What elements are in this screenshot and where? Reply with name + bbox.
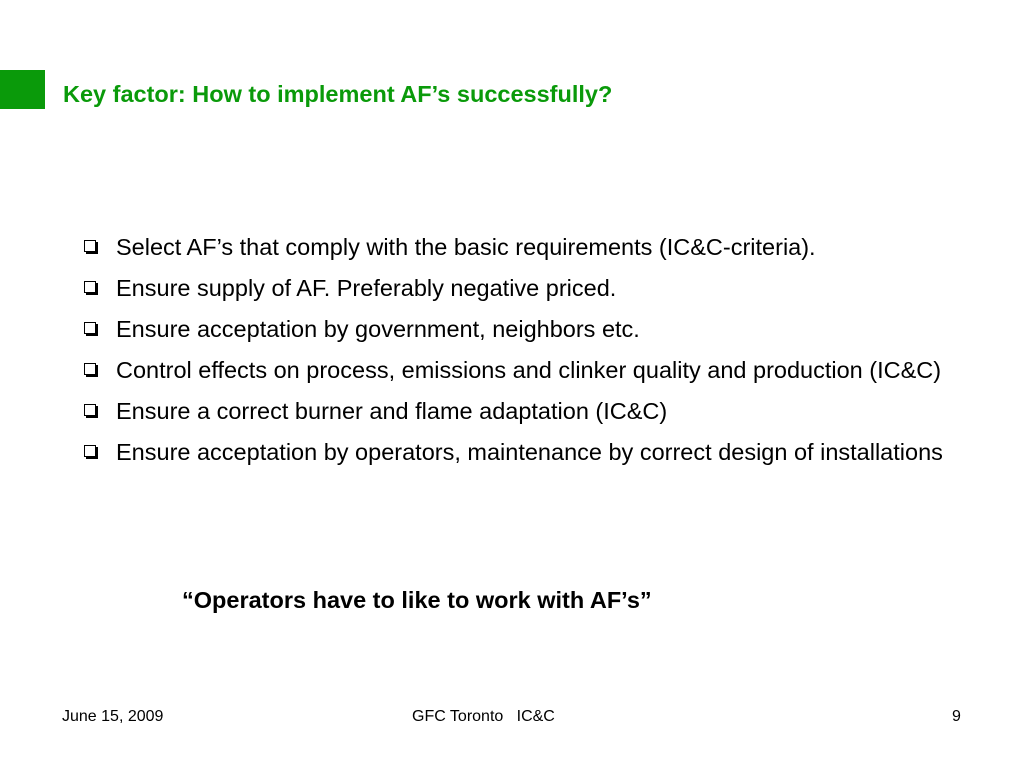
bullet-text: Ensure supply of AF. Preferably negative priced. (116, 275, 617, 301)
bullet-text: Control effects on process, emissions and clinker quality and production (IC&C) (116, 357, 942, 383)
bullet-text: Ensure a correct burner and flame adaptation (IC&C) (116, 398, 668, 424)
list-item (82, 312, 982, 346)
footer-center-text: GFC Toronto IC&C (412, 708, 555, 725)
checkbox-square-icon (84, 445, 96, 457)
checkbox-square-icon (84, 281, 96, 293)
checkbox-square-icon (84, 363, 96, 375)
bullet-text: Ensure acceptation by operators, maintenance by correct design of installations (116, 439, 943, 465)
slide-title: Key factor: How to implement AF’s successfully? (63, 81, 613, 107)
list-item (82, 394, 982, 428)
list-item (82, 435, 982, 469)
checkbox-square-icon (84, 240, 96, 252)
checkbox-square-icon (84, 404, 96, 416)
page-number: 9 (952, 708, 961, 725)
bullet-text: Select AF’s that comply with the basic requirements (IC&C-criteria). (116, 234, 816, 260)
title-accent-block (0, 70, 45, 109)
list-item (82, 271, 982, 305)
slide-quote: “Operators have to like to work with AF’s” (182, 587, 652, 613)
footer-date: June 15, 2009 (62, 708, 164, 725)
bullet-text: Ensure acceptation by government, neighbors etc. (116, 316, 640, 342)
list-item (82, 353, 982, 387)
bullet-list (82, 230, 982, 476)
checkbox-square-icon (84, 322, 96, 334)
list-item (82, 230, 982, 264)
